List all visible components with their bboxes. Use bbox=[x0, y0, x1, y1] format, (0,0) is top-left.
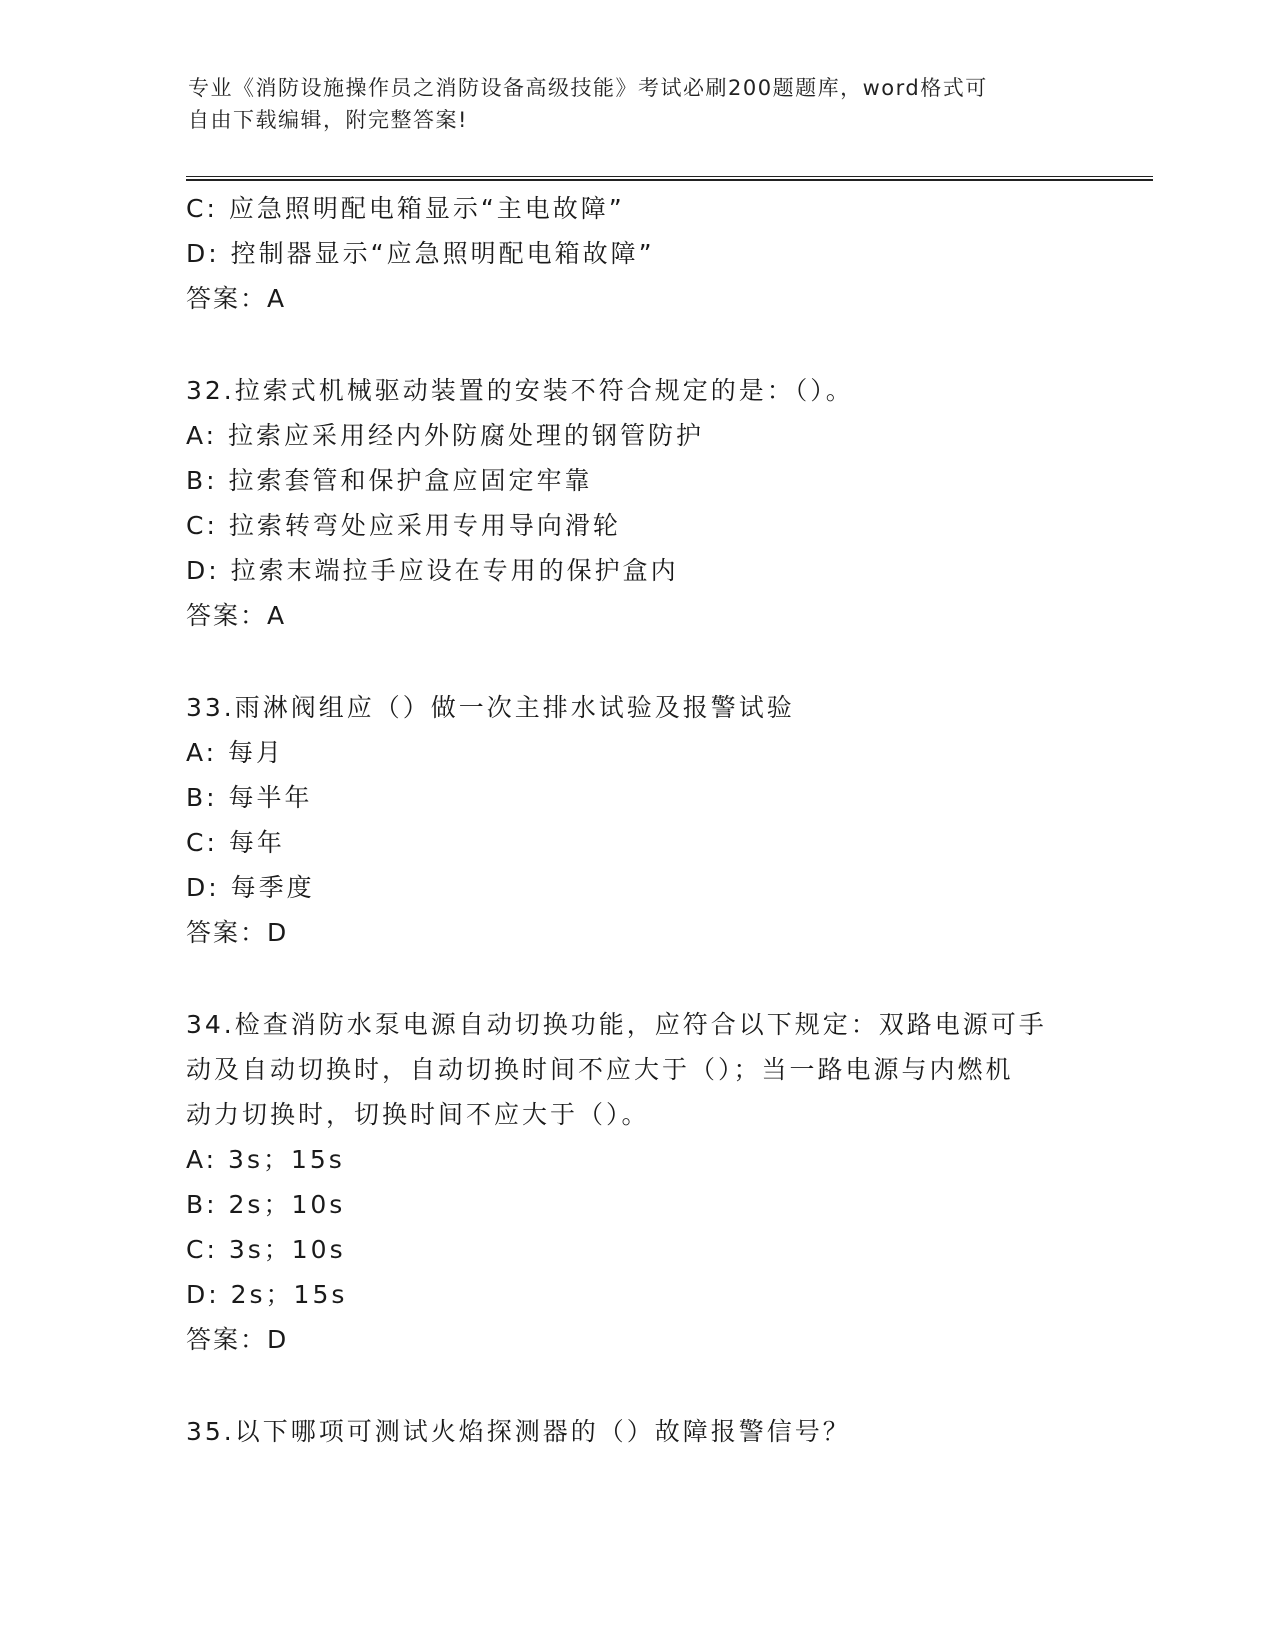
option-c: C: 应急照明配电箱显示“主电故障” bbox=[186, 194, 625, 223]
option-d: D: 控制器显示“应急照明配电箱故障” bbox=[186, 239, 655, 268]
document-body bbox=[186, 186, 1086, 1454]
answer-label: 答案： bbox=[186, 601, 268, 630]
question-stem: 33.雨淋阀组应（）做一次主排水试验及报警试验 bbox=[186, 693, 795, 722]
header-title-line-1: 专业《消防设施操作员之消防设备高级技能》考试必刷200题题库，word格式可 bbox=[188, 76, 988, 100]
answer-line bbox=[186, 910, 1086, 955]
option-a: A: 每月 bbox=[186, 738, 285, 767]
option-d: D: 每季度 bbox=[186, 873, 315, 902]
spacer bbox=[186, 321, 1086, 368]
answer-line bbox=[186, 276, 1086, 321]
question-stem: 35.以下哪项可测试火焰探测器的（）故障报警信号？ bbox=[186, 1417, 851, 1446]
question-stem-line-3: 动力切换时，切换时间不应大于（）。 bbox=[186, 1100, 650, 1129]
answer-value: A bbox=[267, 601, 287, 630]
question-stem-line-1: 34.检查消防水泵电源自动切换功能，应符合以下规定：双路电源可手 bbox=[186, 1010, 1047, 1039]
question-35 bbox=[186, 1409, 1086, 1454]
question-stem: 32.拉索式机械驱动装置的安装不符合规定的是：（）。 bbox=[186, 376, 854, 405]
question-31-continued bbox=[186, 186, 1086, 321]
spacer bbox=[186, 638, 1086, 685]
question-34 bbox=[186, 1002, 1086, 1362]
option-c: C: 3s；10s bbox=[186, 1235, 346, 1264]
option-b: B: 每半年 bbox=[186, 783, 313, 812]
answer-value: D bbox=[267, 918, 289, 947]
answer-line bbox=[186, 593, 1086, 638]
spacer bbox=[186, 955, 1086, 1002]
answer-value: D bbox=[267, 1325, 289, 1354]
answer-label: 答案： bbox=[186, 1325, 268, 1354]
option-b: B: 2s；10s bbox=[186, 1190, 346, 1219]
answer-value: A bbox=[267, 284, 287, 313]
answer-label: 答案： bbox=[186, 918, 268, 947]
option-c: C: 每年 bbox=[186, 828, 285, 857]
document-header bbox=[188, 72, 1068, 136]
question-stem-line-2: 动及自动切换时，自动切换时间不应大于（）；当一路电源与内燃机 bbox=[186, 1055, 1014, 1084]
answer-line bbox=[186, 1317, 1086, 1362]
option-a: A: 拉索应采用经内外防腐处理的钢管防护 bbox=[186, 421, 705, 450]
answer-label: 答案： bbox=[186, 284, 268, 313]
option-b: B: 拉索套管和保护盒应固定牢靠 bbox=[186, 466, 593, 495]
question-32 bbox=[186, 368, 1086, 638]
option-d: D: 2s；15s bbox=[186, 1280, 348, 1309]
header-divider bbox=[186, 176, 1153, 181]
option-a: A: 3s；15s bbox=[186, 1145, 345, 1174]
question-33 bbox=[186, 685, 1086, 955]
header-title-line-2: 自由下载编辑，附完整答案! bbox=[188, 108, 468, 132]
spacer bbox=[186, 1362, 1086, 1409]
option-c: C: 拉索转弯处应采用专用导向滑轮 bbox=[186, 511, 621, 540]
option-d: D: 拉索末端拉手应设在专用的保护盒内 bbox=[186, 556, 679, 585]
